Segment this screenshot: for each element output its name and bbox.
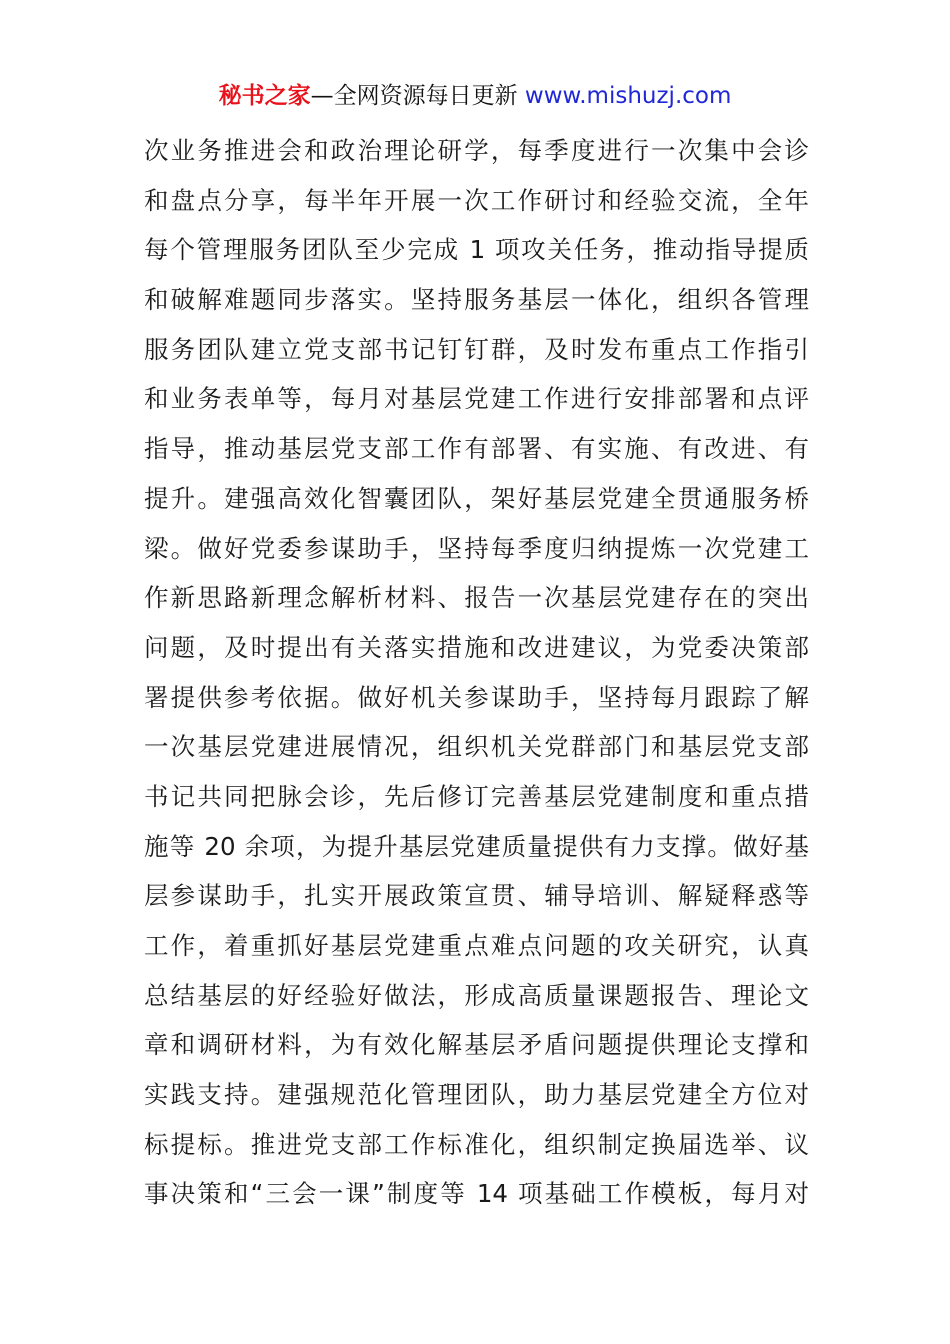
body-line: 和盘点分享，每半年开展一次工作研讨和经验交流，全年 [144,185,809,215]
body-line: 标提标。推进党支部工作标准化，组织制定换届选举、议 [144,1129,809,1159]
site-brand: 秘书之家 [218,83,311,109]
body-line: 和业务表单等，每月对基层党建工作进行安排部署和点评 [144,384,809,414]
body-line: 提升。建强高效化智囊团队，架好基层党建全贯通服务桥 [144,483,809,513]
body-line: 总结基层的好经验好做法，形成高质量课题报告、理论文 [144,980,809,1010]
body-line: 问题，及时提出有关落实措施和改进建议，为党委决策部 [144,632,809,662]
body-line: 和破解难题同步落实。坚持服务基层一体化，组织各管理 [144,285,809,315]
body-line: 指导，推动基层党支部工作有部署、有实施、有改进、有 [144,434,809,464]
body-line: 次业务推进会和政治理论研学，每季度进行一次集中会诊 [144,136,809,165]
body-line: 梁。做好党委参谋助手，坚持每季度归纳提炼一次党建工 [144,533,809,563]
body-line: 署提供参考依据。做好机关参谋助手，坚持每月跟踪了解 [144,682,809,712]
body-line: 层参谋助手，扎实开展政策宣贯、辅导培训、解疑释惑等 [144,881,809,911]
site-tagline: —全网资源每日更新 [310,83,518,109]
body-line: 一次基层党建进展情况，组织机关党群部门和基层党支部 [144,732,809,762]
body-line: 工作，着重抓好基层党建重点难点问题的攻关研究，认真 [144,931,809,960]
body-line: 作新思路新理念解析材料、报告一次基层党建存在的突出 [144,583,809,613]
body-line: 服务团队建立党支部书记钉钉群，及时发布重点工作指引 [144,334,809,364]
body-line: 事决策和“三会一课”制度等 14 项基础工作模板，每月对 [144,1179,809,1209]
body-line: 实践支持。建强规范化管理团队，助力基层党建全方位对 [144,1080,809,1110]
site-url-link[interactable]: www.mishuzj.com [524,83,732,109]
body-line: 章和调研材料，为有效化解基层矛盾问题提供理论支撑和 [144,1030,809,1060]
body-line: 每个管理服务团队至少完成 1 项攻关任务，推动指导提质 [144,235,809,265]
site-header [0,78,950,114]
document-body [144,126,809,1219]
body-line: 施等 20 余项，为提升基层党建质量提供有力支撑。做好基 [144,831,809,861]
body-line: 书记共同把脉会诊，先后修订完善基层党建制度和重点措 [144,781,809,811]
